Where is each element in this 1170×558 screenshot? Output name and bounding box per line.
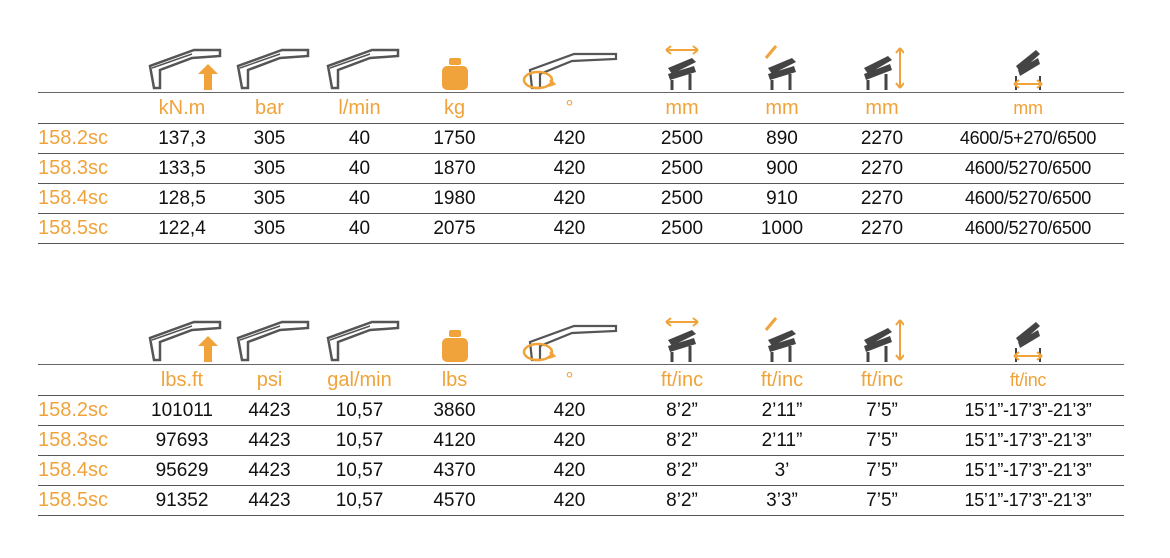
table-cell: 1980 bbox=[433, 187, 476, 209]
table-cell: 15’1”-17’3”-21’3” bbox=[964, 460, 1092, 480]
unit-row bbox=[38, 92, 1124, 123]
table-cell: 4423 bbox=[248, 489, 291, 511]
unit-label: ° bbox=[565, 96, 574, 119]
height-stowed-icon bbox=[832, 34, 932, 92]
table-cell: 15’1”-17’3”-21’3” bbox=[964, 430, 1092, 450]
table-cell: 4600/5+270/6500 bbox=[959, 128, 1097, 148]
table-cell: 40 bbox=[348, 187, 371, 209]
unit-label: mm bbox=[865, 96, 899, 119]
table-cell: 8’2” bbox=[666, 459, 698, 481]
table-cell: 8’2” bbox=[666, 489, 698, 511]
table-cell: 420 bbox=[553, 217, 586, 239]
model-name: 158.3sc bbox=[38, 429, 109, 451]
unit-label: ft/inc bbox=[860, 368, 904, 391]
crane-flow-icon bbox=[317, 306, 402, 364]
unit-label: ° bbox=[565, 368, 574, 391]
base-width-icon bbox=[932, 34, 1124, 92]
table-cell: 7’5” bbox=[866, 459, 898, 481]
table-cell: 420 bbox=[553, 429, 586, 451]
unit-label: psi bbox=[256, 368, 283, 391]
table-cell: 305 bbox=[253, 187, 286, 209]
table-row bbox=[38, 425, 1124, 455]
table-cell: 2270 bbox=[860, 157, 904, 179]
unit-label: ft/inc bbox=[760, 368, 804, 391]
table-cell: 8’2” bbox=[666, 399, 698, 421]
icon-header-row bbox=[38, 306, 1124, 364]
imperial-spec-table bbox=[38, 306, 1124, 516]
table-cell: 910 bbox=[766, 187, 798, 209]
table-cell: 4120 bbox=[433, 429, 476, 451]
table-cell: 4600/5270/6500 bbox=[965, 158, 1091, 178]
table-cell: 101011 bbox=[151, 399, 213, 421]
table-cell: 4600/5270/6500 bbox=[965, 218, 1091, 238]
table-row bbox=[38, 213, 1124, 244]
table-cell: 10,57 bbox=[335, 459, 384, 481]
slewing-icon bbox=[507, 306, 632, 364]
model-name: 158.4sc bbox=[38, 187, 109, 209]
model-name: 158.5sc bbox=[38, 217, 109, 239]
table-cell: 4423 bbox=[248, 429, 291, 451]
unit-label: ft/inc bbox=[660, 368, 704, 391]
table-row bbox=[38, 395, 1124, 425]
unit-label: lbs bbox=[441, 368, 468, 391]
table-cell: 10,57 bbox=[335, 489, 384, 511]
table-cell: 2500 bbox=[660, 187, 704, 209]
table-cell: 420 bbox=[553, 459, 586, 481]
table-cell: 305 bbox=[253, 157, 286, 179]
table-cell: 4423 bbox=[248, 459, 291, 481]
table-cell: 40 bbox=[348, 127, 371, 149]
table-row bbox=[38, 455, 1124, 485]
table-cell: 2075 bbox=[433, 217, 476, 239]
table-cell: 2’11” bbox=[761, 399, 803, 421]
table-cell: 420 bbox=[553, 157, 586, 179]
table-cell: 95629 bbox=[155, 459, 209, 481]
crane-pressure-icon bbox=[222, 34, 317, 92]
unit-label: bar bbox=[255, 96, 284, 119]
weight-icon bbox=[402, 34, 507, 92]
unit-label: mm bbox=[765, 96, 799, 119]
table-cell: 420 bbox=[553, 489, 586, 511]
unit-label: lbs.ft bbox=[160, 368, 204, 391]
model-name: 158.3sc bbox=[38, 157, 109, 179]
table-cell: 2270 bbox=[860, 127, 904, 149]
table-cell: 420 bbox=[553, 187, 586, 209]
width-folded-icon bbox=[632, 34, 732, 92]
unit-label: mm bbox=[665, 96, 699, 119]
table-cell: 1000 bbox=[760, 217, 804, 239]
table-cell: 2270 bbox=[860, 187, 904, 209]
unit-label: mm bbox=[1013, 97, 1043, 118]
table-cell: 7’5” bbox=[866, 429, 898, 451]
table-cell: 97693 bbox=[155, 429, 209, 451]
table-cell: 133,5 bbox=[158, 157, 206, 179]
table-cell: 7’5” bbox=[866, 399, 898, 421]
table-cell: 420 bbox=[553, 399, 586, 421]
table-cell: 15’1”-17’3”-21’3” bbox=[964, 400, 1092, 420]
table-cell: 3’ bbox=[774, 459, 790, 481]
table-cell: 128,5 bbox=[158, 187, 206, 209]
table-cell: 40 bbox=[348, 217, 371, 239]
table-cell: 10,57 bbox=[335, 399, 384, 421]
height-folded-icon bbox=[732, 306, 832, 364]
table-cell: 305 bbox=[253, 127, 286, 149]
table-cell: 4370 bbox=[433, 459, 476, 481]
table-cell: 3860 bbox=[433, 399, 476, 421]
table-cell: 7’5” bbox=[866, 489, 898, 511]
table-cell: 1750 bbox=[433, 127, 476, 149]
table-cell: 2500 bbox=[660, 157, 704, 179]
weight-icon bbox=[402, 306, 507, 364]
crane-moment-icon bbox=[142, 34, 222, 92]
unit-label: gal/min bbox=[327, 368, 392, 391]
crane-moment-icon bbox=[142, 306, 222, 364]
unit-label: kN.m bbox=[158, 96, 206, 119]
model-name: 158.4sc bbox=[38, 459, 109, 481]
table-cell: 8’2” bbox=[666, 429, 698, 451]
model-name: 158.2sc bbox=[38, 127, 109, 149]
unit-label: l/min bbox=[338, 96, 381, 119]
table-cell: 40 bbox=[348, 157, 371, 179]
table-cell: 4423 bbox=[248, 399, 291, 421]
table-cell: 4600/5270/6500 bbox=[965, 188, 1091, 208]
height-stowed-icon bbox=[832, 306, 932, 364]
crane-pressure-icon bbox=[222, 306, 317, 364]
unit-label: kg bbox=[443, 96, 466, 119]
table-cell: 900 bbox=[766, 157, 798, 179]
height-folded-icon bbox=[732, 34, 832, 92]
table-cell: 91352 bbox=[155, 489, 209, 511]
table-cell: 2500 bbox=[660, 127, 704, 149]
table-cell: 420 bbox=[553, 127, 586, 149]
table-cell: 890 bbox=[766, 127, 798, 149]
table-row bbox=[38, 153, 1124, 183]
table-cell: 1870 bbox=[433, 157, 476, 179]
table-cell: 305 bbox=[253, 217, 286, 239]
unit-row bbox=[38, 364, 1124, 395]
base-width-icon bbox=[932, 306, 1124, 364]
width-folded-icon bbox=[632, 306, 732, 364]
table-cell: 15’1”-17’3”-21’3” bbox=[964, 490, 1092, 510]
crane-flow-icon bbox=[317, 34, 402, 92]
table-cell: 4570 bbox=[433, 489, 476, 511]
table-cell: 2500 bbox=[660, 217, 704, 239]
table-cell: 2’11” bbox=[761, 429, 803, 451]
metric-spec-table bbox=[38, 34, 1124, 244]
table-row bbox=[38, 485, 1124, 516]
icon-header-row bbox=[38, 34, 1124, 92]
model-name: 158.2sc bbox=[38, 399, 109, 421]
table-cell: 10,57 bbox=[335, 429, 384, 451]
model-name: 158.5sc bbox=[38, 489, 109, 511]
table-cell: 122,4 bbox=[158, 217, 206, 239]
slewing-icon bbox=[507, 34, 632, 92]
table-cell: 3’3” bbox=[766, 489, 798, 511]
table-cell: 2270 bbox=[860, 217, 904, 239]
table-row bbox=[38, 183, 1124, 213]
unit-label: ft/inc bbox=[1009, 369, 1047, 390]
table-cell: 137,3 bbox=[158, 127, 206, 149]
table-row bbox=[38, 123, 1124, 153]
